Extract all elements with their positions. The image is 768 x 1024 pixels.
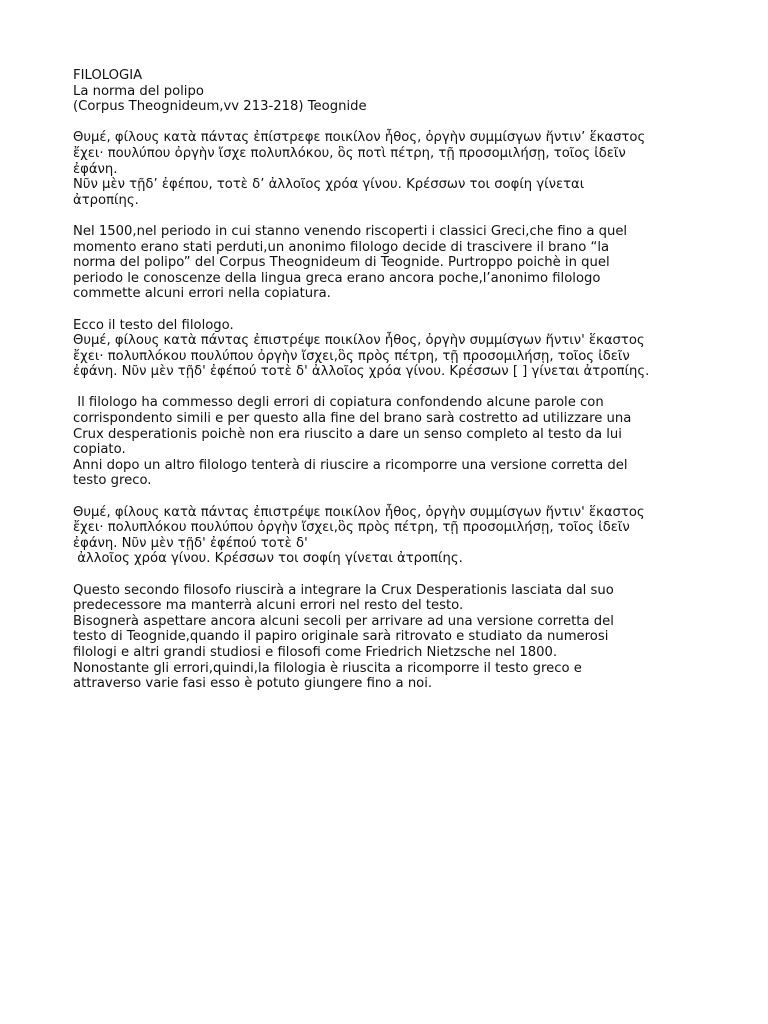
text-line: testo di Teognide,quando il papiro originale sarà ritrovato e studiato da numerosi — [73, 629, 609, 645]
greek-line: Θυμέ, φίλους κατὰ πάντας ἐπιστρέψε ποικίλον ἦθος, ὀργὴν συμμίσγων ἥντιν' ἕκαστος — [73, 504, 645, 520]
paragraph-spacer — [73, 567, 713, 583]
paragraph-spacer — [73, 115, 713, 131]
text-line: Questo secondo filosofo riuscirà a integrare la Crux Desperationis lasciata dal suo — [73, 582, 614, 598]
text-line: testo greco. — [73, 473, 152, 489]
text-line: attraverso varie fasi esso è potuto giungere fino a noi. — [73, 676, 433, 692]
intro-paragraph — [73, 224, 713, 302]
first-copy-section — [73, 318, 713, 380]
greek-line: Νῦν μὲν τῇδ’ ἐφέπου, τοτὲ δ’ ἀλλοῖος χρόα γίνου. Κρέσσων τοι σοφίη γίνεται — [73, 177, 585, 193]
paragraph-spacer — [73, 489, 713, 505]
text-line: periodo le conoscenze della lingua greca erano ancora poche,l’anonimo filologo — [73, 270, 601, 286]
text-line: Il filologo ha commesso degli errori di copiatura confondendo alcune parole con — [73, 395, 604, 411]
text-line: Crux desperationis poichè non era riuscito a dare un senso completo al testo da lui — [73, 426, 622, 442]
paragraph-spacer — [73, 302, 713, 318]
commentary-paragraph — [73, 395, 713, 489]
greek-line: Θυμέ, φίλους κατὰ πάντας ἐπιστρέψε ποικίλον ἦθος, ὀργὴν συμμίσγων ἥντιν' ἕκαστος — [73, 333, 645, 349]
greek-line: ἔχει· πουλύπου ὀργὴν ἴσχε πολυπλόκου, ὃς ποτὶ πέτρη, τῇ προσομιλήσῃ, τοῖος ἰδεῖν — [73, 145, 626, 161]
document-source: (Corpus Theognideum,vv 213-218) Teognide — [73, 99, 367, 115]
text-line: copiato. — [73, 442, 126, 458]
text-line: commette alcuni errori nella copiatura. — [73, 286, 331, 302]
conclusion-paragraph — [73, 583, 713, 692]
greek-line: ἐφάνη. Νῦν μὲν τῇδ' ἐφέπού τοτὲ δ' ἀλλοῖος χρόα γίνου. Κρέσσων [ ] γίνεται ἀτροπίης. — [73, 364, 650, 380]
first-copy-label: Ecco il testo del filologo. — [73, 317, 234, 333]
greek-line: ἐφάνη. Νῦν μὲν τῇδ' ἐφέπού τοτὲ δ' — [73, 535, 308, 551]
document-subtitle: La norma del polipo — [73, 83, 204, 99]
text-line: Anni dopo un altro filologo tenterà di riuscire a ricomporre una versione corretta del — [73, 457, 628, 473]
text-line: Bisognerà aspettare ancora alcuni secoli per arrivare ad una versione corretta del — [73, 613, 614, 629]
text-line: corrispondento simili e per questo alla fine del brano sarà costretto ad utilizzare una — [73, 411, 632, 427]
document-page — [73, 68, 713, 692]
second-copy-section — [73, 505, 713, 567]
text-line: momento erano stati perduti,un anonimo filologo decide di trascivere il brano “la — [73, 239, 610, 255]
document-title: FILOLOGIA — [73, 68, 143, 83]
text-line: Nonostante gli errori,quindi,la filologia è riuscita a ricomporre il testo greco e — [73, 660, 582, 676]
text-line: Nel 1500,nel periodo in cui stanno venendo riscoperti i classici Greci,che fino a quel — [73, 223, 628, 239]
paragraph-spacer — [73, 208, 713, 224]
text-line: predecessore ma manterrà alcuni errori nel resto del testo. — [73, 598, 464, 614]
document-header — [73, 68, 713, 115]
greek-line: ἔχει· πολυπλόκου πουλύπου ὀργὴν ἴσχει,ὃς πρὸς πέτρη, τῇ προσομιλήσῃ, τοῖος ἰδεῖν — [73, 520, 630, 536]
greek-original-text — [73, 130, 713, 208]
greek-line: ἀλλοῖος χρόα γίνου. Κρέσσων τοι σοφίη γίνεται ἀτροπίης. — [73, 551, 463, 567]
greek-line: ἀτροπίης. — [73, 192, 139, 208]
text-line: filologi e altri grandi studiosi e filosofi come Friedrich Nietzsche nel 1800. — [73, 644, 558, 660]
paragraph-spacer — [73, 380, 713, 396]
greek-line: Θυμέ, φίλους κατὰ πάντας ἐπίστρεφε ποικίλον ἦθος, ὀργὴν συμμίσγων ἥντιν’ ἕκαστος — [73, 130, 646, 146]
greek-line: ἔχει· πολυπλόκου πουλύπου ὀργὴν ἴσχει,ὃς πρὸς πέτρη, τῇ προσομιλήσῃ, τοῖος ἰδεῖν — [73, 348, 630, 364]
greek-line: ἐφάνη. — [73, 161, 118, 177]
text-line: norma del polipo” del Corpus Theognideum di Teognide. Purtroppo poichè in quel — [73, 255, 610, 271]
